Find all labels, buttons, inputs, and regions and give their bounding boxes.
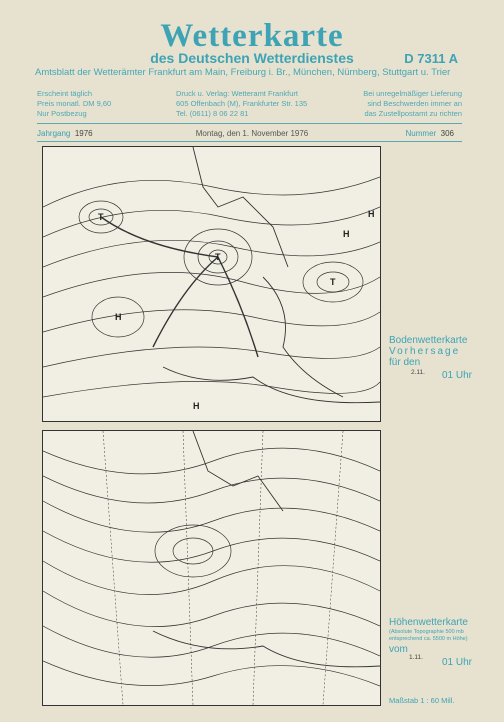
surface-map-title: Bodenwetterkarte: [389, 335, 468, 346]
jahrgang-label: Jahrgang: [37, 129, 71, 138]
info-left-2: Preis monatl. DM 9,60: [37, 99, 112, 108]
upper-low-ring: [155, 525, 231, 577]
contour-line: [43, 591, 380, 627]
contour-line: [43, 626, 380, 657]
contour-line: [43, 561, 380, 595]
issue-date: Montag, den 1. November 1976: [195, 129, 309, 138]
occluded-front: [153, 257, 218, 347]
contour-line: [43, 501, 380, 532]
upper-air-map-time: 01 Uhr: [442, 657, 473, 668]
upper-air-map-date: 1.11.: [409, 654, 423, 661]
coastline: [193, 431, 283, 511]
surface-map-date: 2.11.: [411, 369, 425, 376]
coastline: [263, 277, 343, 397]
high-marker: H: [368, 209, 375, 219]
high-marker: H: [193, 401, 200, 411]
isobar: [43, 177, 380, 207]
contour-line: [43, 448, 380, 474]
low-marker: T: [215, 252, 221, 262]
surface-map-for: für den: [389, 357, 421, 368]
warm-front: [101, 217, 218, 257]
info-left-1: Erscheint täglich: [37, 89, 93, 98]
upper-air-map: [42, 430, 381, 706]
isobar: [43, 310, 380, 332]
surface-map-time: 01 Uhr: [442, 370, 473, 381]
newspaper-subtitle: des Deutschen Wetterdienstes: [150, 50, 354, 66]
info-center-3: Tel. (0611) 8 06 22 81: [176, 109, 249, 118]
newspaper-title: Wetterkarte: [160, 18, 344, 54]
high-marker: H: [343, 229, 350, 239]
low-marker: T: [330, 277, 336, 287]
jahrgang-value: 1976: [74, 129, 93, 138]
upper-air-map-from: vom: [389, 644, 408, 655]
info-left-3: Nur Postbezug: [37, 109, 87, 118]
info-subscription: [37, 89, 111, 119]
info-delivery: [352, 89, 462, 119]
amtsblatt-line: Amtsblatt der Wetterämter Frankfurt am Main, Freiburg i. Br., München, Nürnberg, Stuttgart u. Trier: [35, 67, 451, 78]
nummer-label: Nummer: [405, 129, 437, 138]
info-publisher: [176, 89, 307, 119]
contour-line: [43, 661, 380, 686]
info-right-2: sind Beschwerden immer an: [367, 99, 462, 108]
map-scale: Maßstab 1 : 60 Mill.: [389, 696, 455, 705]
surface-weather-map: [42, 146, 381, 422]
isobar: [43, 347, 380, 367]
info-right-3: das Zustellpostamt zu richten: [364, 109, 462, 118]
info-right-1: Bei unregelmäßiger Lieferung: [363, 89, 462, 98]
publication-code: D 7311 A: [404, 51, 458, 66]
high-marker: H: [115, 312, 122, 322]
issue-number: [406, 129, 454, 138]
upper-air-topography-line-2: entsprechend ca. 5500 m Höhe): [389, 635, 468, 642]
upper-air-map-topography: [389, 629, 468, 642]
upper-air-map-drawing: [43, 431, 380, 705]
surface-map-drawing: [43, 147, 380, 421]
isobar: [43, 207, 380, 237]
header-rule-bottom: [37, 141, 462, 142]
upper-low-ring: [173, 538, 213, 564]
info-center-1: Druck u. Verlag: Wetteramt Frankfurt: [176, 89, 298, 98]
coastline: [193, 147, 288, 267]
surface-map-label: [389, 335, 467, 368]
meridian: [103, 431, 343, 705]
surface-map-forecast: Vorhersage: [389, 346, 461, 357]
low-marker: T: [98, 212, 104, 222]
contour-line: [43, 476, 380, 503]
info-center-2: 605 Offenbach (M), Frankfurter Str. 135: [176, 99, 308, 108]
header-rule-top: [37, 123, 462, 124]
coastline: [163, 367, 380, 403]
upper-air-map-title: Höhenwetterkarte: [389, 617, 468, 628]
nummer-value: 306: [440, 129, 454, 138]
upper-air-topography-line-1: (Absolute Topographie 500 mb: [389, 629, 464, 635]
coastline: [153, 631, 380, 667]
